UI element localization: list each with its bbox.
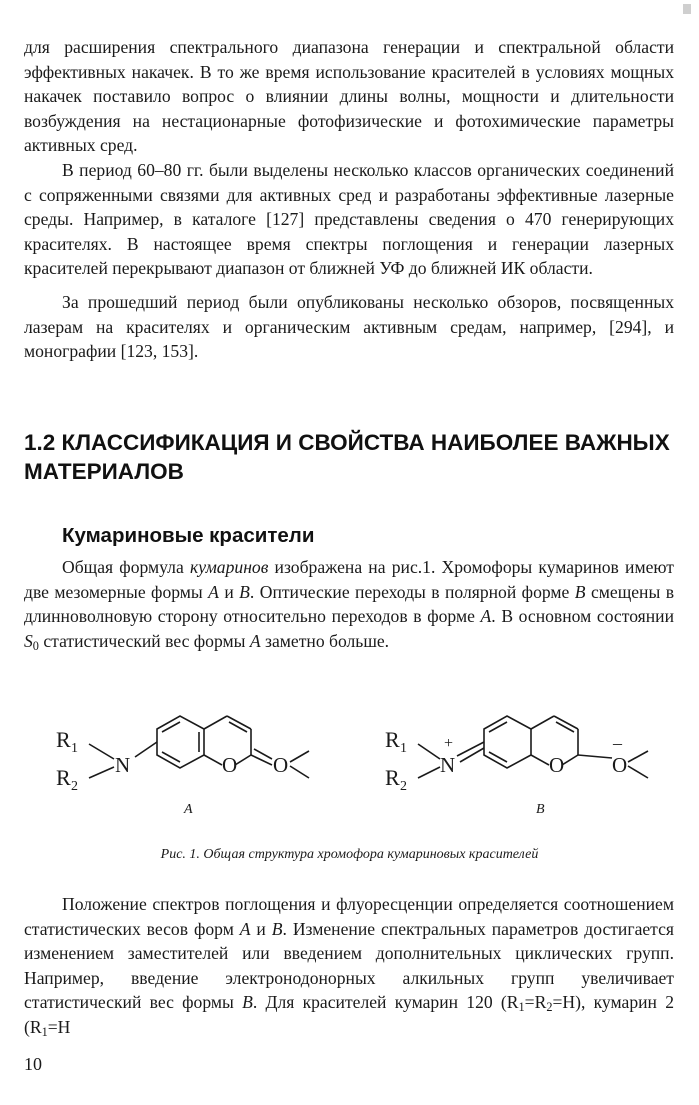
coumarin-structure-figure <box>0 695 699 815</box>
paragraph-5: Положение спектров поглощения и флуоресценции определяется соотношением статистических весов форм A и B. Изменение спектральных параметров достигается изменением заместителей или введением дополнительных циклических групп. Например, введение электронодонорных алкильных групп увеличивает статистический вес формы B. Для красителей кумарин 120 $(R_1=R_2=H)$, кумарин 2 ($R_1=H$ <box>24 894 674 1040</box>
figure-caption: Рис. 1. Общая структура хромофора кумариновых красителей <box>160 847 539 862</box>
paragraph-3: За прошедший период были опубликованы несколько обзоров, посвященных лазерам на красителях и органическим активным средам, например, [294], и монографии [123, 153]. <box>24 292 674 362</box>
paragraph-4: Общая формула кумаринов изображена на рис.1. Хромофоры кумаринов имеют две мезомерные формы A и B. Оптические переходы в полярной форме B смещены в длинноволновую сторону относительно переходов в форме A. В основном состоянии $S_0$ статистический вес формы A заметно больше. <box>24 557 675 653</box>
plus-charge-b: + <box>444 735 454 752</box>
nitrogen-b: N <box>440 753 456 777</box>
oxygen-ring-a: O <box>222 753 238 777</box>
oxygen-ring-b: O <box>549 753 565 777</box>
oxygen-exo-a: O <box>273 753 289 777</box>
form-b-label: B <box>536 802 545 817</box>
form-a-label: A <box>184 802 193 817</box>
scan-mark <box>683 4 691 14</box>
r1-label-a: R <box>56 727 71 752</box>
paragraph-2: В период 60–80 гг. были выделены несколько классов органических соединений с сопряженными связями для активных сред и разработаны эффективные лазерные среды. Например, в каталоге [127] представлены сведения о 470 генерирующих красителях. В настоящее время спектры поглощения и генерации лазерных красителей перекрывают диапазон от ближней УФ до ближней ИК области. <box>24 160 674 279</box>
subsection-heading: Кумариновые красители <box>62 524 315 547</box>
r2-sub-b: 2 <box>400 779 407 794</box>
section-heading: 1.2 КЛАССИФИКАЦИЯ И СВОЙСТВА НАИБОЛЕЕ ВАЖНЫХ МАТЕРИАЛОВ <box>24 430 670 484</box>
oxygen-exo-b: O <box>612 753 628 777</box>
page-number: 10 <box>24 1054 42 1074</box>
minus-charge-b: – <box>613 733 622 753</box>
r2-sub-a: 2 <box>71 779 78 794</box>
r1-sub-b: 1 <box>400 741 407 756</box>
nitrogen-a: N <box>115 753 131 777</box>
r1-sub-a: 1 <box>71 741 78 756</box>
r2-label-b: R <box>385 765 400 790</box>
paragraph-1: для расширения спектрального диапазона генерации и спектральной области эффективных накачек. В то же время использование красителей в условиях мощных накачек поставило вопрос о влиянии длины волны, мощности и длительности возбуждения на нестационарные фотофизические и фотохимические параметры активных сред. <box>24 37 674 156</box>
r1-label-b: R <box>385 727 400 752</box>
r2-label-a: R <box>56 765 71 790</box>
